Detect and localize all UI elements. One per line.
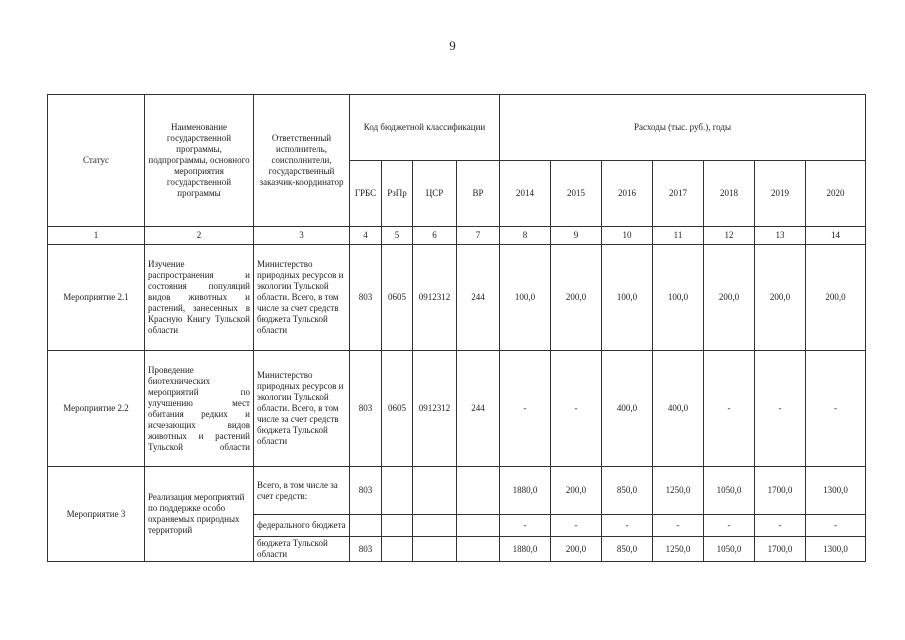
empty-cell — [382, 467, 413, 515]
row-value: - — [653, 515, 704, 537]
row-value: 850,0 — [602, 467, 653, 515]
subrow-label: федерального бюджета — [254, 515, 350, 537]
row-grbs — [350, 515, 382, 537]
row-vr: 244 — [457, 245, 500, 351]
row-csr: 0912312 — [413, 351, 457, 467]
row-value: 400,0 — [602, 351, 653, 467]
row-value: 100,0 — [500, 245, 551, 351]
row-value: - — [500, 351, 551, 467]
header-year: 2019 — [755, 161, 806, 227]
row-value: - — [755, 515, 806, 537]
header-budget-code: Код бюджетной классификации — [350, 95, 500, 161]
row-rzpr: 0605 — [382, 351, 413, 467]
row-value: 1050,0 — [704, 467, 755, 515]
table-row — [48, 467, 866, 515]
empty-cell — [382, 515, 413, 537]
header-rzpr: РзПр — [382, 161, 413, 227]
header-year: 2016 — [602, 161, 653, 227]
header-year: 2014 — [500, 161, 551, 227]
row-value: 200,0 — [755, 245, 806, 351]
row-value: 100,0 — [653, 245, 704, 351]
row-value: - — [704, 515, 755, 537]
header-year: 2020 — [806, 161, 866, 227]
header-year: 2018 — [704, 161, 755, 227]
column-number: 9 — [551, 227, 602, 245]
row-value: - — [806, 351, 866, 467]
header-name: Наименование государственной программы, подпрограммы, основного мероприятия государственной программы — [145, 95, 254, 227]
column-number: 11 — [653, 227, 704, 245]
row-value: - — [704, 351, 755, 467]
row-value: 200,0 — [704, 245, 755, 351]
row-grbs: 803 — [350, 537, 382, 562]
column-number: 13 — [755, 227, 806, 245]
row-value: 1880,0 — [500, 467, 551, 515]
header-year: 2017 — [653, 161, 704, 227]
row-value: 1700,0 — [755, 467, 806, 515]
column-number: 6 — [413, 227, 457, 245]
column-number: 10 — [602, 227, 653, 245]
row-name: Проведение биотехнических мероприятий по улучшению мест обитания редких и исчезающих видов животных и растений Тульской области — [145, 351, 254, 467]
row-responsible: Министерство природных ресурсов и экологии Тульской области. Всего, в том числе за счет средств бюджета Тульской области — [254, 351, 350, 467]
row-value: 1300,0 — [806, 467, 866, 515]
row-csr: 0912312 — [413, 245, 457, 351]
row-value: 1050,0 — [704, 537, 755, 562]
empty-cell — [457, 537, 500, 562]
row-responsible: Министерство природных ресурсов и экологии Тульской области. Всего, в том числе за счет средств бюджета Тульской области — [254, 245, 350, 351]
column-number: 4 — [350, 227, 382, 245]
column-number: 8 — [500, 227, 551, 245]
column-number-row — [48, 227, 866, 245]
row-value: 1700,0 — [755, 537, 806, 562]
empty-cell — [382, 537, 413, 562]
empty-cell — [413, 467, 457, 515]
row-value: - — [551, 351, 602, 467]
row-value: 400,0 — [653, 351, 704, 467]
row-status: Мероприятие 2.2 — [48, 351, 145, 467]
row-value: 850,0 — [602, 537, 653, 562]
row-vr: 244 — [457, 351, 500, 467]
row-value: - — [602, 515, 653, 537]
row-value: 100,0 — [602, 245, 653, 351]
row-status: Мероприятие 2.1 — [48, 245, 145, 351]
budget-table — [47, 94, 866, 562]
row-status: Мероприятие 3 — [48, 467, 145, 562]
header-expenses: Расходы (тыс. руб.), годы — [500, 95, 866, 161]
column-number: 7 — [457, 227, 500, 245]
header-csr: ЦСР — [413, 161, 457, 227]
subrow-label: Всего, в том числе за счет средств: — [254, 467, 350, 515]
row-value: 1250,0 — [653, 467, 704, 515]
column-number: 12 — [704, 227, 755, 245]
column-number: 1 — [48, 227, 145, 245]
row-rzpr: 0605 — [382, 245, 413, 351]
empty-cell — [413, 515, 457, 537]
row-name: Изучение распространения и состояния популяций видов животных и растений, занесенных в Красную Книгу Тульской области — [145, 245, 254, 351]
header-grbs: ГРБС — [350, 161, 382, 227]
header-status: Статус — [48, 95, 145, 227]
column-number: 2 — [145, 227, 254, 245]
empty-cell — [457, 515, 500, 537]
empty-cell — [413, 537, 457, 562]
header-responsible: Ответственный исполнитель, соисполнители, государственный заказчик-координатор — [254, 95, 350, 227]
row-value: 1250,0 — [653, 537, 704, 562]
row-grbs: 803 — [350, 467, 382, 515]
row-value: 200,0 — [551, 245, 602, 351]
row-value: 200,0 — [551, 467, 602, 515]
header-year: 2015 — [551, 161, 602, 227]
row-value: - — [755, 351, 806, 467]
row-grbs: 803 — [350, 245, 382, 351]
row-value: 200,0 — [806, 245, 866, 351]
column-number: 5 — [382, 227, 413, 245]
table-row — [48, 351, 866, 467]
empty-cell — [457, 467, 500, 515]
row-value: 1300,0 — [806, 537, 866, 562]
table-row — [48, 245, 866, 351]
column-number: 3 — [254, 227, 350, 245]
row-value: 200,0 — [551, 537, 602, 562]
page-number: 9 — [449, 38, 456, 53]
row-value: - — [806, 515, 866, 537]
header-vr: ВР — [457, 161, 500, 227]
row-value: - — [551, 515, 602, 537]
row-value: - — [500, 515, 551, 537]
row-name: Реализация мероприятий по поддержке особо охраняемых природных территорий — [145, 467, 254, 562]
row-grbs: 803 — [350, 351, 382, 467]
row-value: 1880,0 — [500, 537, 551, 562]
subrow-label: бюджета Тульской области — [254, 537, 350, 562]
column-number: 14 — [806, 227, 866, 245]
